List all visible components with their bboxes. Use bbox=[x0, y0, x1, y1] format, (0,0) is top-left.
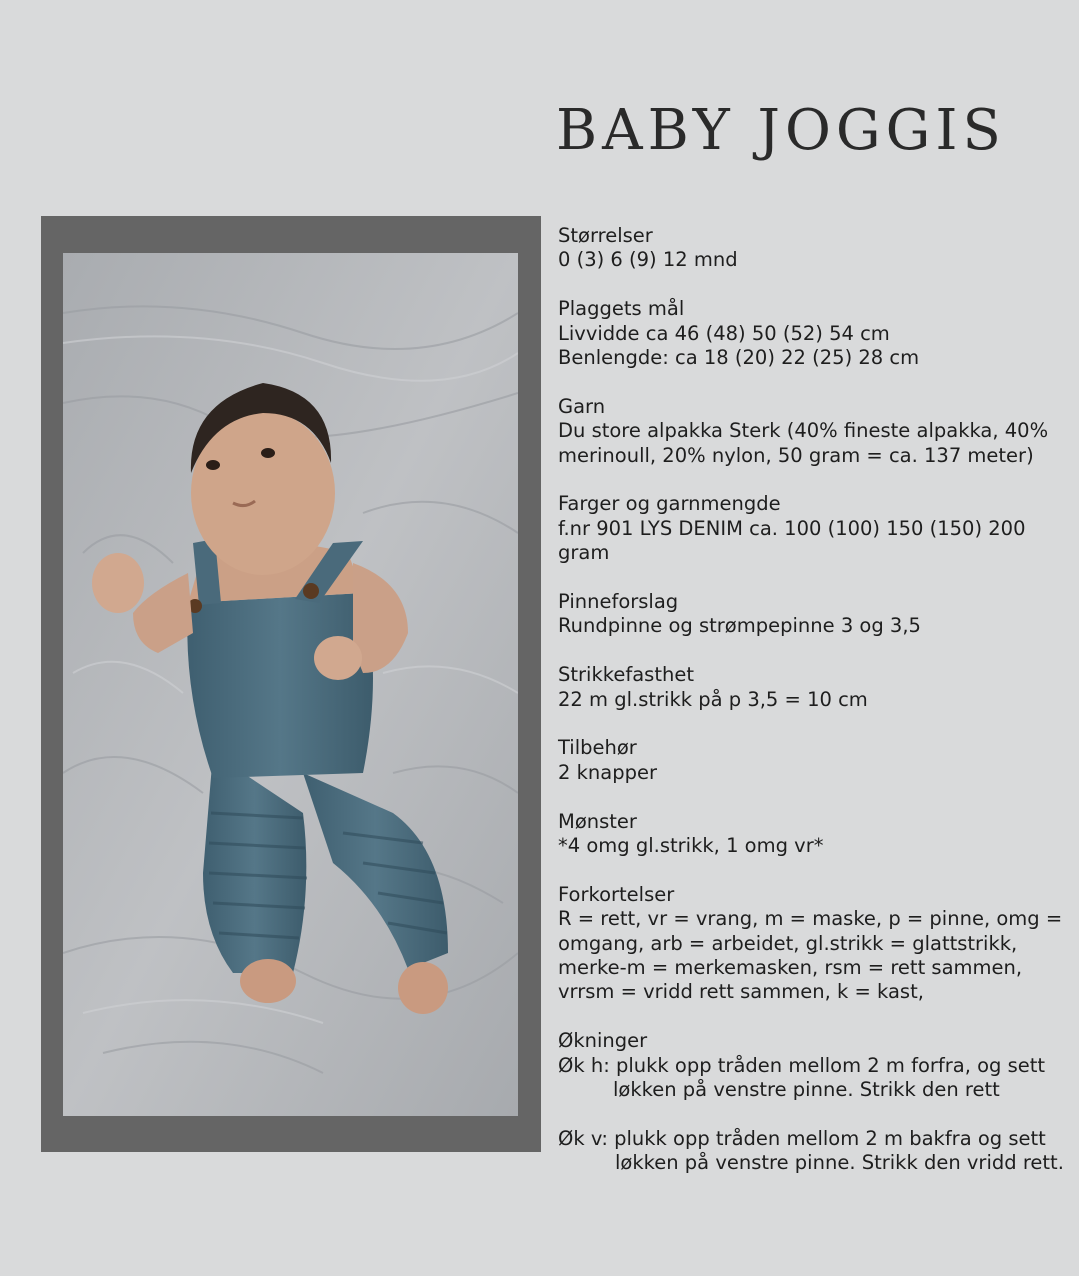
section-abbreviations bbox=[558, 883, 1068, 1005]
section-increases bbox=[558, 1029, 1068, 1102]
section-heading: Størrelser bbox=[558, 224, 653, 247]
section-heading: Pinneforslag bbox=[558, 590, 679, 614]
section-text: f.nr 901 LYS DENIM ca. 100 (100) 150 (150) 200 gram bbox=[558, 516, 1026, 565]
page-title: BABY JOGGIS bbox=[556, 98, 1006, 163]
section-heading: Forkortelser bbox=[558, 882, 675, 906]
section-yarn bbox=[558, 395, 1068, 468]
section-colors bbox=[558, 492, 1068, 565]
increase-right-text: Øk h: plukk opp tråden mellom 2 m forfra, og sett løkken på venstre pinne. Strikk den rett bbox=[558, 1053, 1046, 1102]
section-gauge bbox=[558, 663, 1068, 712]
section-text: R = rett, vr = vrang, m = maske, p = pinne, omg = omgang, arb = arbeidet, gl.strikk = glattstrikk, merke-m = merkemasken, rsm = rett sammen, vrrsm = vridd rett sammen, k = kast, bbox=[558, 907, 1063, 1004]
section-heading: Økninger bbox=[558, 1029, 648, 1053]
section-text: 2 knapper bbox=[558, 760, 657, 784]
section-text: Du store alpakka Sterk (40% fineste alpakka, 40% merinoull, 20% nylon, 50 gram = ca. 137 meter) bbox=[558, 419, 1049, 467]
section-sizes bbox=[558, 224, 1068, 273]
section-notions bbox=[558, 736, 1068, 785]
section-heading: Farger og garnmengde bbox=[558, 492, 781, 516]
section-needles bbox=[558, 590, 1068, 639]
section-measurements bbox=[558, 297, 1068, 370]
section-heading: Tilbehør bbox=[558, 736, 637, 760]
section-increases-left bbox=[558, 1127, 1068, 1176]
section-heading: Mønster bbox=[558, 809, 637, 833]
section-heading: Plaggets mål bbox=[558, 297, 685, 321]
baby-photo bbox=[63, 253, 518, 1116]
section-heading: Garn bbox=[558, 394, 606, 418]
section-text: Rundpinne og strømpepinne 3 og 3,5 bbox=[558, 614, 921, 638]
increase-left-text: Øk v: plukk opp tråden mellom 2 m bakfra og sett løkken på venstre pinne. Strikk den vridd rett. bbox=[558, 1126, 1064, 1175]
section-text: *4 omg gl.strikk, 1 omg vr* bbox=[558, 834, 824, 858]
section-pattern bbox=[558, 810, 1068, 859]
section-heading: Strikkefasthet bbox=[558, 663, 694, 687]
baby-illustration bbox=[63, 253, 518, 1116]
photo-frame bbox=[41, 216, 541, 1152]
section-text: Livvidde ca 46 (48) 50 (52) 54 cm bbox=[558, 321, 890, 345]
section-text: Benlengde: ca 18 (20) 22 (25) 28 cm bbox=[558, 346, 920, 370]
section-text: 22 m gl.strikk på p 3,5 = 10 cm bbox=[558, 687, 868, 711]
pattern-info bbox=[558, 224, 1068, 1200]
section-text: 0 (3) 6 (9) 12 mnd bbox=[558, 248, 738, 272]
